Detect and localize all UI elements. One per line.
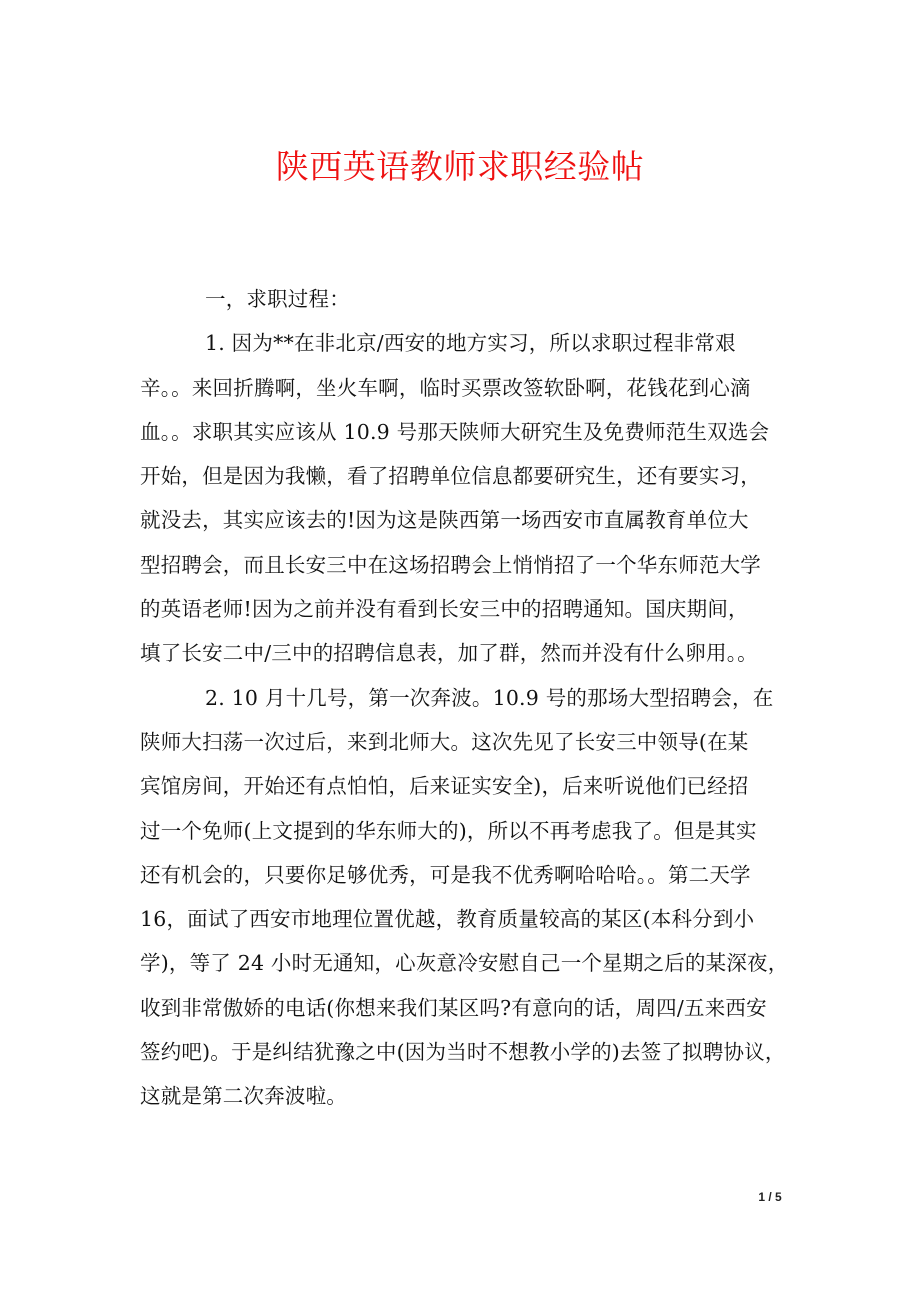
text-line: 的英语老师!因为之前并没有看到长安三中的招聘通知。国庆期间， [140, 597, 749, 622]
page-number: 1 / 5 [758, 1190, 782, 1204]
text-line: 填了长安二中/三中的招聘信息表，加了群，然而并没有什么卵用。。 [140, 641, 758, 666]
text-line: 2. 10 月十几号，第一次奔波。10.9 号的那场大型招聘会，在 [205, 685, 774, 710]
text-line: 学)，等了 24 小时无通知，心灰意冷安慰自己一个星期之后的某深夜， [140, 951, 789, 976]
text-line: 签约吧)。于是纠结犹豫之中(因为当时不想教小学的)去签了拟聘协议， [140, 1040, 786, 1065]
text-line: 就没去，其实应该去的!因为这是陕西第一场西安市直属教育单位大 [140, 508, 749, 533]
text-line: 一，求职过程： [205, 287, 350, 311]
document-title: 陕西英语教师求职经验帖 [275, 147, 645, 186]
text-line: 1. 因为**在非北京/西安的地方实习，所以求职过程非常艰 [205, 331, 736, 356]
text-line: 宾馆房间，开始还有点怕怕，后来证实安全)，后来听说他们已经招 [140, 774, 749, 799]
text-line: 型招聘会，而且长安三中在这场招聘会上悄悄招了一个华东师范大学 [140, 552, 761, 577]
text-line: 陕师大扫荡一次过后，来到北师大。这次先见了长安三中领导(在某 [140, 729, 749, 754]
text-line: 还有机会的，只要你足够优秀，可是我不优秀啊哈哈哈。。第二天学 [140, 862, 751, 887]
text-line: 过一个免师(上文提到的华东师大的)，所以不再考虑我了。但是其实 [140, 818, 757, 843]
document-body [140, 277, 800, 1119]
text-line: 16，面试了西安市地理位置优越，教育质量较高的某区(本科分到小 [140, 907, 755, 932]
text-line: 血。。求职其实应该从 10.9 号那天陕师大研究生及免费师范生双选会 [140, 419, 770, 444]
text-line: 辛。。来回折腾啊，坐火车啊，临时买票改签软卧啊，花钱花到心滴 [140, 375, 751, 400]
text-line: 收到非常傲娇的电话(你想来我们某区吗?有意向的话，周四/五来西安 [140, 995, 767, 1020]
text-line: 这就是第二次奔波啦。 [140, 1084, 347, 1109]
text-line: 开始，但是因为我懒，看了招聘单位信息都要研究生，还有要实习， [140, 464, 761, 489]
